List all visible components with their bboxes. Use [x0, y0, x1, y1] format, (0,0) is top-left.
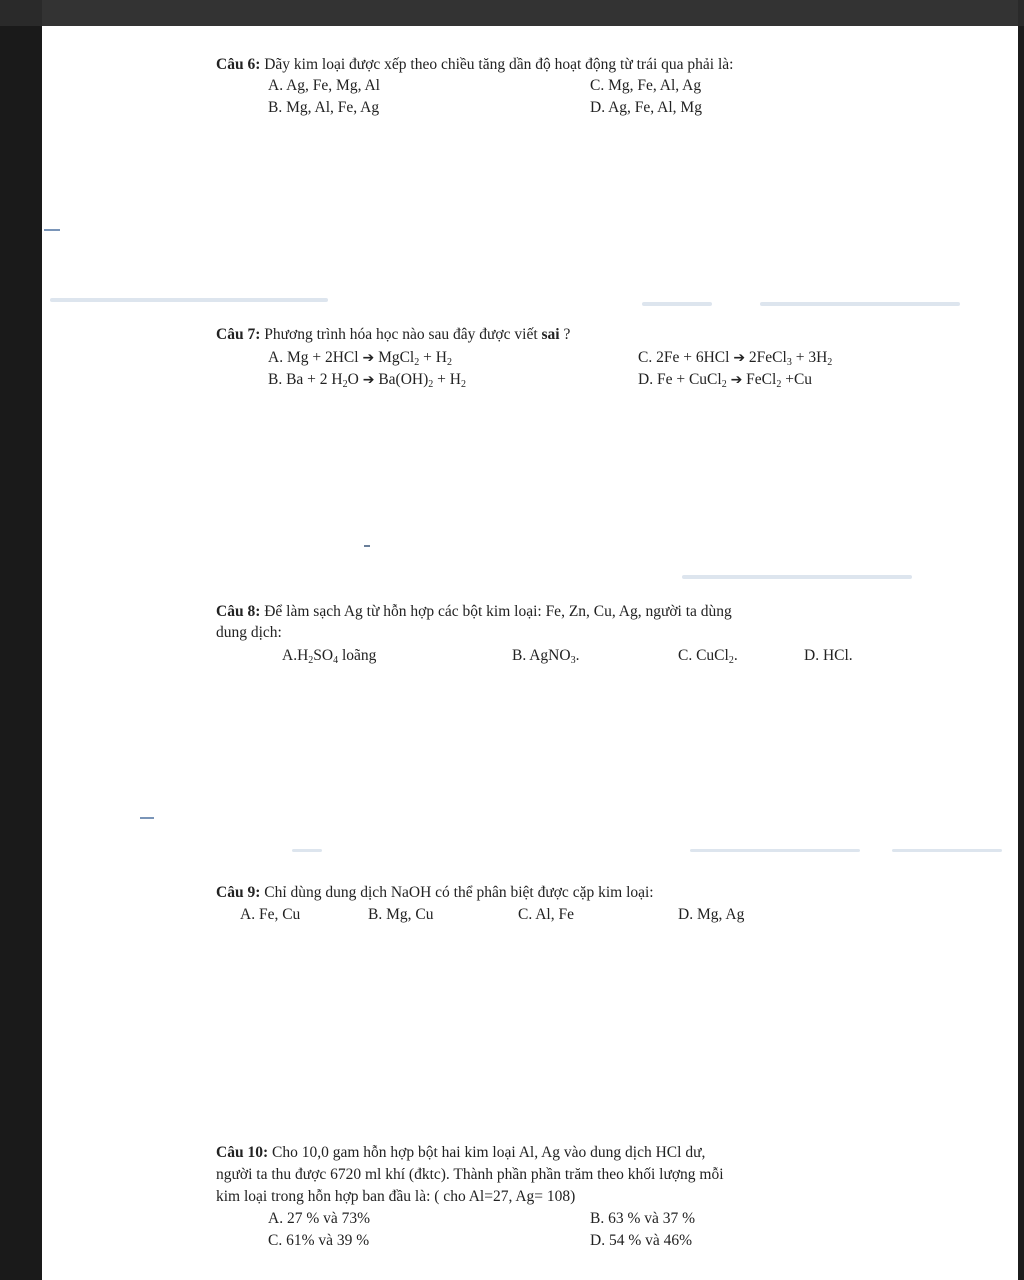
question-10-line-3: kim loại trong hỗn hợp ban đầu là: ( cho Al=27, Ag= 108) [216, 1188, 576, 1205]
question-6 [216, 56, 733, 74]
q8-option-b: B. AgNO$_3$. [512, 647, 580, 666]
q9-option-a: A. Fe, Cu [240, 906, 301, 923]
q9-option-b: B. Mg, Cu [368, 906, 434, 923]
q8-option-d: D. HCl. [804, 647, 853, 664]
scan-smudge [760, 302, 960, 306]
q7-option-b: B. Ba + 2 $H_2O$ ➔ $Ba(OH)_2 + H_2$ [268, 371, 466, 390]
q10-option-d: D. 54 % và 46% [590, 1232, 693, 1249]
q7-option-b-label: B. [268, 371, 283, 388]
question-6-label: Câu 6: [216, 56, 261, 73]
question-8 [216, 603, 732, 621]
scan-smudge [690, 849, 860, 852]
question-10-label: Câu 10: [216, 1144, 269, 1161]
q6-option-c: C. Mg, Fe, Al, Ag [590, 77, 702, 94]
q7-option-c-label: C. [638, 349, 653, 366]
question-9 [216, 884, 654, 902]
scan-smudge [50, 298, 328, 302]
q8-option-a-label: A. [282, 647, 298, 664]
scan-smudge [892, 849, 1002, 852]
q7-option-a-label: A. [268, 349, 284, 366]
scan-smudge [292, 849, 322, 852]
scan-mark [140, 817, 154, 819]
question-6-text: Dãy kim loại được xếp theo chiều tăng dần độ hoạt động từ trái qua phải là: [264, 56, 734, 73]
question-9-label: Câu 9: [216, 884, 261, 901]
scan-smudge [642, 302, 712, 306]
scan-smudge [682, 575, 912, 579]
q9-option-d: D. Mg, Ag [678, 906, 745, 923]
q6-option-b: B. Mg, Al, Fe, Ag [268, 99, 380, 116]
q10-option-b: B. 63 % và 37 % [590, 1210, 696, 1227]
q7-option-a: A. Mg + 2HCl ➔ MgCl$_2$ + $H_2$ [268, 349, 452, 368]
q7-option-d-label: D. [638, 371, 654, 388]
q6-option-a: A. Ag, Fe, Mg, Al [268, 77, 380, 94]
question-7-text: Phương trình hóa học nào sau đây được viết [264, 326, 538, 343]
document-page [42, 26, 1018, 1280]
q8-option-b-label: B. [512, 647, 527, 664]
question-10 [216, 1144, 705, 1162]
left-margin [0, 0, 42, 1280]
q10-option-a: A. 27 % và 73% [268, 1210, 371, 1227]
question-10-line-2: người ta thu được 6720 ml khí (đktc). Thành phần phần trăm theo khối lượng mỗi [216, 1166, 724, 1183]
q8-option-c-label: C. [678, 647, 693, 664]
q8-option-c: C. CuCl$_2$. [678, 647, 738, 666]
question-7-tail: ? [563, 326, 571, 343]
q8-option-a: $A.H_2SO_4$ loãng [282, 647, 377, 666]
q8-option-a-tail: loãng [341, 647, 377, 664]
top-bar [0, 0, 1024, 26]
question-7-emphasis: sai [541, 326, 560, 343]
question-8-label: Câu 8: [216, 603, 261, 620]
top-bar-inner [42, 0, 1018, 26]
question-8-text-cont: dung dịch: [216, 624, 282, 641]
q7-option-c: C. 2Fe + 6HCl ➔ 2FeCl$_3$ + $3H_2$ [638, 349, 833, 368]
question-7 [216, 326, 570, 344]
question-9-text: Chỉ dùng dung dịch NaOH có thể phân biệt được cặp kim loại: [264, 884, 654, 901]
question-8-text: Để làm sạch Ag từ hỗn hợp các bột kim loại: Fe, Zn, Cu, Ag, người ta dùng [264, 603, 732, 620]
q7-option-d: D. Fe + CuCl$_2$ ➔ FeCl$_2$ +Cu [638, 371, 813, 390]
q6-option-d: D. Ag, Fe, Al, Mg [590, 99, 702, 116]
scan-mark [364, 545, 370, 547]
scan-mark [44, 229, 60, 231]
question-10-line-1: Cho 10,0 gam hỗn hợp bột hai kim loại Al, Ag vào dung dịch HCl dư, [271, 1144, 706, 1161]
q9-option-c: C. Al, Fe [518, 906, 574, 923]
question-7-label: Câu 7: [216, 326, 261, 343]
q10-option-c: C. 61% và 39 % [268, 1232, 370, 1249]
